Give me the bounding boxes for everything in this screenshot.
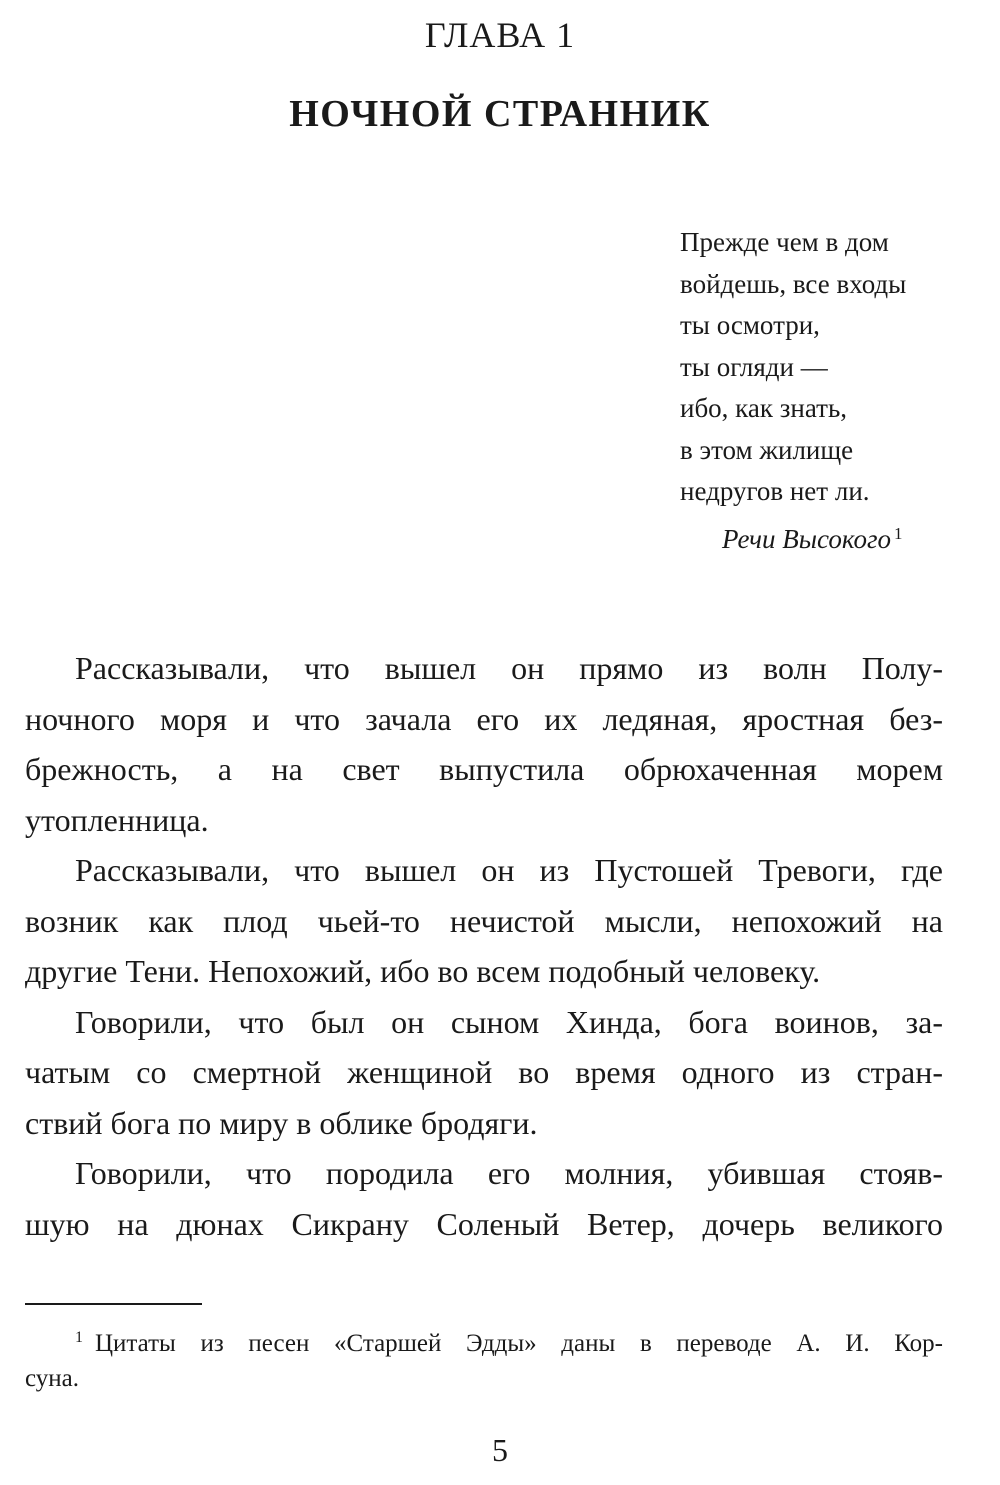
body-line: Рассказывали, что вышел он прямо из волн Полу- [75, 650, 943, 686]
body-line: ствий бога по миру в облике бродяги. [25, 1104, 538, 1141]
body-line: Рассказывали, что вышел он из Пустошей Тревоги, где [75, 852, 943, 888]
chapter-label: ГЛАВА 1 [424, 15, 576, 55]
body-line: брежность, а на свет выпустила обрюхаченная морем [25, 751, 943, 787]
body-line: утопленница. [25, 801, 209, 838]
epigraph-line: ты огляди — [680, 351, 828, 382]
epigraph-line: ибо, как знать, [680, 393, 848, 423]
body-line: Говорили, что был он сыном Хинда, бога воинов, за- [75, 1003, 943, 1040]
epigraph-line: Прежде чем в дом [680, 227, 889, 257]
footnote-line: суна. [25, 1365, 79, 1392]
epigraph-line: недругов нет ли. [680, 476, 870, 506]
epigraph-line: в этом жилище [680, 434, 854, 465]
footnote-reference: 1 [894, 523, 903, 543]
body-line: ночного моря и что зачала его их ледяная, яростная без- [25, 700, 943, 737]
body-line: шую на дюнах Сикрану Соленый Ветер, дочерь великого [25, 1205, 943, 1242]
footnote-text: Цитаты из песен «Старшей Эдды» даны в переводе А. И. Кор- [95, 1330, 943, 1357]
epigraph-line: войдешь, все входы [680, 268, 907, 299]
footnote-divider [25, 1303, 202, 1305]
page-number: 5 [492, 1432, 508, 1468]
body-line: возник как плод чьей-то нечистой мысли, непохожий на [25, 902, 943, 939]
footnote-line [25, 1320, 943, 1361]
body-line: Говорили, что породила его молния, убившая стояв- [75, 1155, 943, 1191]
epigraph [680, 222, 980, 560]
body-line: другие Тени. Непохожий, ибо во всем подобный человеку. [25, 953, 821, 989]
chapter-title: НОЧНОЙ СТРАННИК [289, 93, 711, 135]
epigraph-line: ты осмотри, [680, 310, 820, 340]
footnote [25, 1320, 943, 1396]
body-line: чатым со смертной женщиной во время одного из стран- [25, 1054, 943, 1090]
epigraph-source [680, 513, 980, 561]
footnote-marker: 1 [75, 1329, 83, 1346]
body-text [25, 643, 943, 1249]
epigraph-source-text: Речи Высокого [722, 523, 892, 554]
